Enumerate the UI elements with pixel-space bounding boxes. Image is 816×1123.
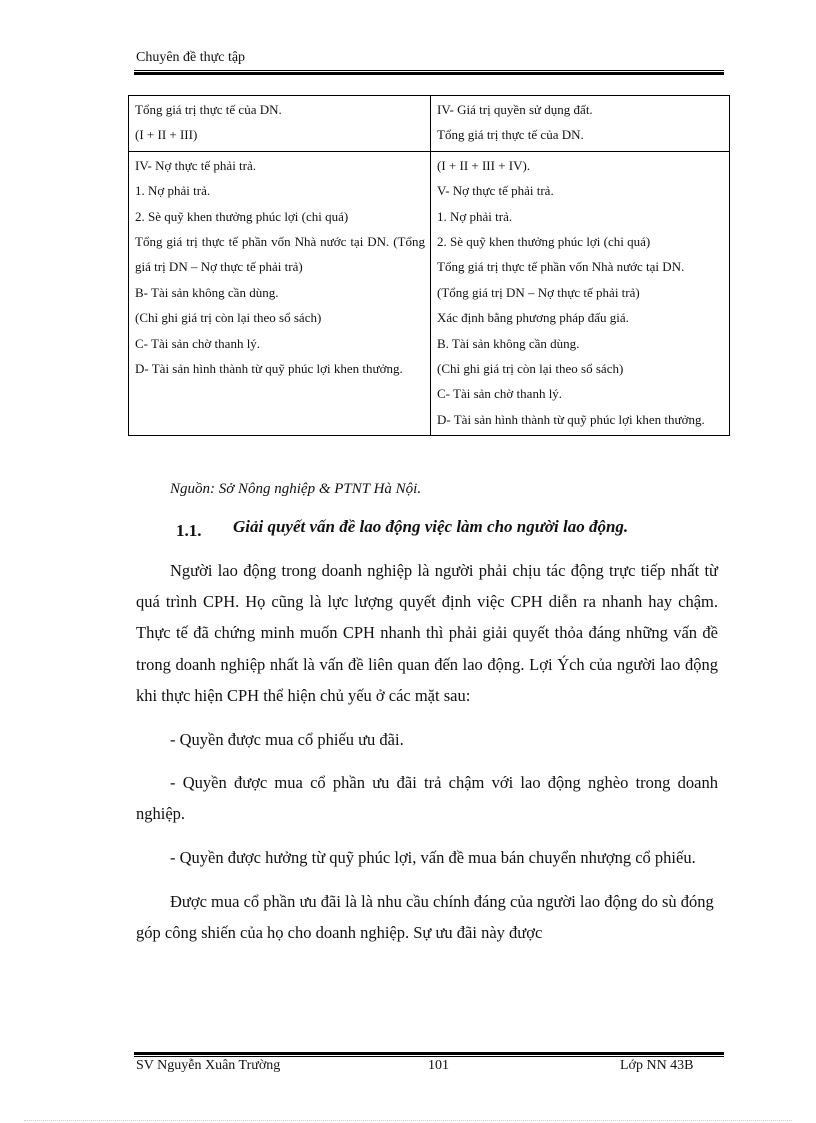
page-edge-divider [24, 1120, 792, 1121]
cell-line: IV- Giá trị quyền sử dụng đất. [437, 102, 593, 117]
cell-line: Tổng giá trị thực tế của DN. [135, 102, 282, 117]
paragraph: Được mua cổ phần ưu đãi là là nhu cầu chính đáng của người lao động do sù đóng góp công shiến của họ cho doanh nghiệp. Sự ưu đãi này được [136, 891, 714, 943]
cell-line: 1. Nợ phải trả. [135, 183, 211, 199]
header-title: Chuyên đề thực tập [136, 50, 246, 65]
cell-line: (Chỉ ghi giá trị còn lại theo sổ sách) [437, 361, 624, 377]
section-number: 1.1. [176, 521, 202, 540]
paragraph: - Quyền được mua cổ phần ưu đãi trả chậm với lao động nghèo trong doanh nghiệp. [136, 773, 718, 824]
header-rule-thick [134, 72, 724, 75]
comparison-table [128, 95, 730, 436]
footer-rule-thin [134, 1056, 724, 1057]
table-row [129, 96, 730, 152]
body-text [136, 555, 718, 961]
table-cell-right [431, 151, 730, 435]
cell-line: (Tổng giá trị DN – Nợ thực tế phải trả) [437, 284, 640, 300]
paragraph: - Quyền được hưởng từ quỹ phúc lợi, vấn đề mua bán chuyển nhượng cổ phiếu. [170, 848, 696, 868]
cell-line: 1. Nợ phải trả. [437, 208, 513, 224]
footer-author: SV Nguyễn Xuân Trường [136, 1058, 281, 1073]
cell-line: D- Tài sản hình thành từ quỹ phúc lợi khen thưởng. [135, 361, 403, 377]
header-rule-thin [134, 70, 724, 71]
cell-line: 2. Sè quỹ khen thưởng phúc lợi (chi quá) [437, 234, 651, 250]
cell-line: 2. Sè quỹ khen thưởng phúc lợi (chi quá) [135, 208, 349, 224]
footer-class: Lớp NN 43B [620, 1058, 694, 1073]
paragraph: - Quyền được mua cổ phiếu ưu đãi. [170, 729, 404, 749]
table-cell-left [129, 96, 431, 152]
cell-line: D- Tài sản hình thành từ quỹ phúc lợi khen thưởng. [437, 411, 705, 427]
table-cell-right [431, 96, 730, 152]
section-title: Giải quyết vấn đề lao động việc làm cho người lao động. [233, 517, 629, 536]
paragraph: Người lao động trong doanh nghiệp là người phải chịu tác động trực tiếp nhất từ quá trình CPH. Họ cũng là lực lượng quyết định việc CPH diễn ra nhanh hay chậm. Thực tế đã chứng minh muốn CPH nhanh thì phải giải quyết thỏa đáng những vấn đề trong doanh nghiệp nhất là vấn đề liên quan đến lao động. Lợi Ých của người lao động khi thực hiện CPH thể hiện chủ yếu ở các mặt sau: [136, 561, 718, 705]
cell-line: (I + II + III + IV). [437, 157, 531, 173]
cell-line: (Chỉ ghi giá trị còn lại theo sổ sách) [135, 310, 322, 326]
cell-line: V- Nợ thực tế phải trả. [437, 183, 554, 199]
cell-line: Tổng giá trị thực tế phần vốn Nhà nước tại DN. [437, 259, 685, 275]
table-row [129, 151, 730, 435]
cell-line: Tổng giá trị thực tế của DN. [437, 127, 584, 143]
cell-line: C- Tài sản chờ thanh lý. [135, 335, 261, 351]
cell-line: Tổng giá trị thực tế phần vốn Nhà nước tại DN. (Tổng giá trị DN – Nợ thực tế phải trả) [135, 234, 425, 275]
table-cell-left [129, 151, 431, 435]
cell-line: Xác định bằng phương pháp đấu giá. [437, 310, 629, 326]
page-number: 101 [428, 1058, 449, 1073]
cell-line: C- Tài sản chờ thanh lý. [437, 386, 563, 402]
cell-line: (I + II + III) [135, 127, 198, 143]
cell-line: B. Tài sản không cần dùng. [437, 335, 580, 351]
cell-line: B- Tài sản không cần dùng. [135, 284, 279, 300]
table-source-note: Nguồn: Sở Nông nghiệp & PTNT Hà Nội. [170, 481, 422, 497]
cell-line: IV- Nợ thực tế phải trả. [135, 157, 257, 173]
footer-rule-thick [134, 1052, 724, 1055]
